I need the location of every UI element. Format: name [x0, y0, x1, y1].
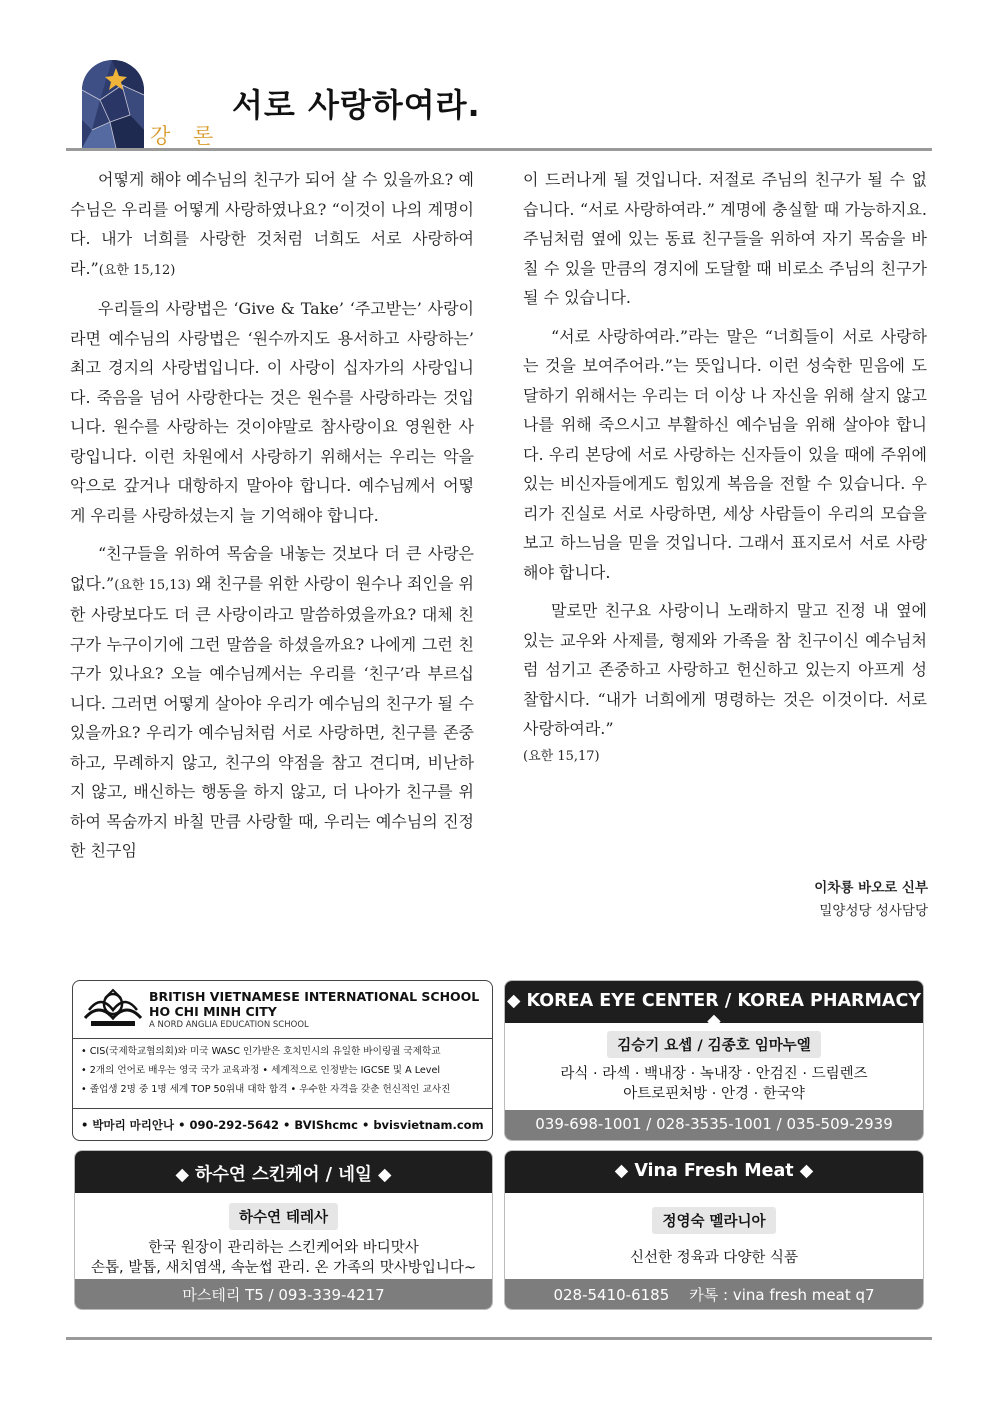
page-title: 서로 사랑하여라.	[232, 86, 481, 124]
school-contact: • 박마리 마리안나 • 090-292-5642 • BVIShcmc • bvisvietnam.com	[73, 1108, 492, 1140]
ad-contact-name: 하수연 테레사	[229, 1203, 338, 1230]
article-column-right	[523, 165, 927, 767]
ad-contact-name: 정영숙 멜라니아	[652, 1207, 775, 1234]
school-name: BRITISH VIETNAMESE INTERNATIONAL SCHOOL HO CHI MINH CITY	[149, 989, 480, 1019]
paragraph-continued: 이 드러나게 될 것입니다. 저절로 주님의 친구가 될 수 없습니다. “서로 사랑하여라.” 계명에 충실할 때 가능하지요. 주님처럼 옆에 있는 동료 친구들을 위하여 자기 목숨을 바칠 수 있을 만큼의 경지에 도달할 때 비로소 주님의 친구가 될 수 있습니다.	[523, 170, 927, 307]
ad-kakao-id: 카톡 : vina fresh meat q7	[689, 1286, 875, 1304]
author-name: 이차룡 바오로 신부	[814, 880, 928, 896]
scripture-reference: (요한 15,17)	[523, 748, 600, 764]
ad-services: 손톱, 발톱, 새치염색, 속눈썹 관리. 온 가족의 맛사방입니다~	[90, 1260, 476, 1276]
school-feature: • 2개의 언어로 배우는 영국 국가 교육과정 • 세계적으로 인정받는 IGCSE 및 A Level	[81, 1065, 441, 1076]
scripture-reference: (요한 15,12)	[98, 262, 176, 278]
school-features	[73, 1039, 492, 1099]
ad-vina-fresh-meat	[504, 1150, 924, 1310]
school-header	[73, 981, 492, 1039]
ad-phone: 028-5410-6185	[553, 1286, 670, 1304]
bottom-divider	[66, 1337, 932, 1340]
ad-services: 신선한 정육과 다양한 식품	[630, 1250, 798, 1266]
ad-skincare-nail	[74, 1150, 493, 1310]
article-column-left	[70, 165, 474, 875]
ad-contact-names: 김승기 요셉 / 김종호 임마누엘	[607, 1031, 821, 1058]
ad-title: ◆ KOREA EYE CENTER / KOREA PHARMACY ◆	[505, 981, 923, 1023]
ad-contact	[505, 1279, 923, 1309]
ad-bvis-school	[72, 980, 493, 1141]
ad-services: 아트로핀처방 · 안경 · 한국약	[623, 1086, 805, 1102]
ad-services: 한국 원장이 관리하는 스킨케어와 바디맛사	[148, 1240, 419, 1256]
section-label: 강 론	[150, 124, 222, 148]
scripture-reference: (요한 15,13)	[114, 577, 191, 593]
ad-title: ◆ Vina Fresh Meat ◆	[505, 1151, 923, 1193]
ad-title: ◆ 하수연 스킨케어 / 네일 ◆	[75, 1151, 492, 1193]
ad-phone: 마스테리 T5 / 093-339-4217	[75, 1279, 492, 1309]
paragraph-1: 어떻게 해야 예수님의 친구가 되어 살 수 있을까요? 예수님은 우리를 어떻게 사랑하였나요? “이것이 나의 계명이다. 내가 너희를 사랑한 것처럼 너희도 서로 사랑하여라.”(요한 15,12)	[70, 170, 474, 278]
ad-services: 라식 · 라섹 · 백내장 · 녹내장 · 안검진 · 드림렌즈	[560, 1066, 868, 1082]
school-feature: • 졸업생 2명 중 1명 세계 TOP 50위내 대학 합격 • 우수한 자격을 갖춘 헌신적인 교사진	[81, 1084, 451, 1095]
school-feature: • CIS(국제학교협의회)와 미국 WASC 인가받은 호치민시의 유일한 바이링궐 국제학교	[81, 1046, 441, 1057]
paragraph-5: 말로만 친구요 사랑이니 노래하지 말고 진정 내 옆에 있는 교우와 사제를, 형제와 가족을 참 친구이신 예수님처럼 섬기고 존중하고 사랑하고 헌신하고 있는지 아프게 성찰합시다. “내가 너희에게 명령하는 것은 이것이다. 서로 사랑하여라.”	[523, 601, 927, 738]
school-subtitle: A NORD ANGLIA EDUCATION SCHOOL	[149, 1020, 309, 1030]
paragraph-3: “친구들을 위하여 목숨을 내놓는 것보다 더 큰 사랑은 없다.”(요한 15,13) 왜 친구를 위한 사랑이 원수나 죄인을 위한 사랑보다도 더 큰 사랑이라고 말씀하였을까요? 대체 친구가 누구이기에 그런 말씀을 하셨을까요? 나에게 그런 친구가 있나요? 오늘 예수님께서는 우리를 ‘친구’라 부르십니다. 그러면 어떻게 살아야 우리가 예수님의 친구가 될 수 있을까요? 우리가 예수님처럼 서로 사랑하면, 친구를 존중하고, 무례하지 않고, 친구의 약점을 참고 견디며, 비난하지 않고, 배신하는 행동을 하지 않고, 더 나아가 친구를 위하여 목숨까지 바칠 만큼 사랑할 때, 우리는 예수님의 진정한 친구임	[70, 544, 475, 860]
stained-glass-logo	[82, 60, 144, 148]
author-role: 밀양성당 성사담당	[819, 903, 928, 919]
ad-korea-eye-center	[504, 980, 924, 1141]
school-crest-icon	[81, 988, 145, 1030]
paragraph-4: “서로 사랑하여라.”라는 말은 “너희들이 서로 사랑하는 것을 보여주어라.”는 뜻입니다. 이런 성숙한 믿음에 도달하기 위해서는 우리는 더 이상 나 자신을 위해 살지 않고 나를 위해 죽으시고 부활하신 예수님을 위해 살아야 합니다. 우리 본당에 서로 사랑하는 신자들이 있을 때에 주위에 있는 비신자들에게도 힘있게 복음을 전할 수 있습니다. 우리가 진실로 서로 사랑하면, 세상 사람들이 우리의 모습을 보고 하느님을 믿을 것입니다. 그래서 표지로서 서로 사랑해야 합니다.	[523, 326, 927, 582]
top-divider	[66, 148, 932, 151]
ad-phone: 039-698-1001 / 028-3535-1001 / 035-509-2939	[505, 1110, 923, 1140]
paragraph-2: 우리들의 사랑법은 ‘Give & Take’ ‘주고받는’ 사랑이라면 예수님의 사랑법은 ‘원수까지도 용서하고 사랑하는’ 최고 경지의 사랑법입니다. 이 사랑이 십자가의 사랑입니다. 죽음을 넘어 사랑한다는 것은 원수를 사랑하라는 것입니다. 원수를 사랑하는 것이야말로 참사랑이요 영원한 사랑입니다. 이런 차원에서 사랑하기 위해서는 우리는 악을 악으로 갚거나 대항하지 말아야 합니다. 예수님께서 어떻게 우리를 사랑하셨는지 늘 기억해야 합니다.	[70, 299, 474, 525]
author-signature	[814, 877, 928, 923]
